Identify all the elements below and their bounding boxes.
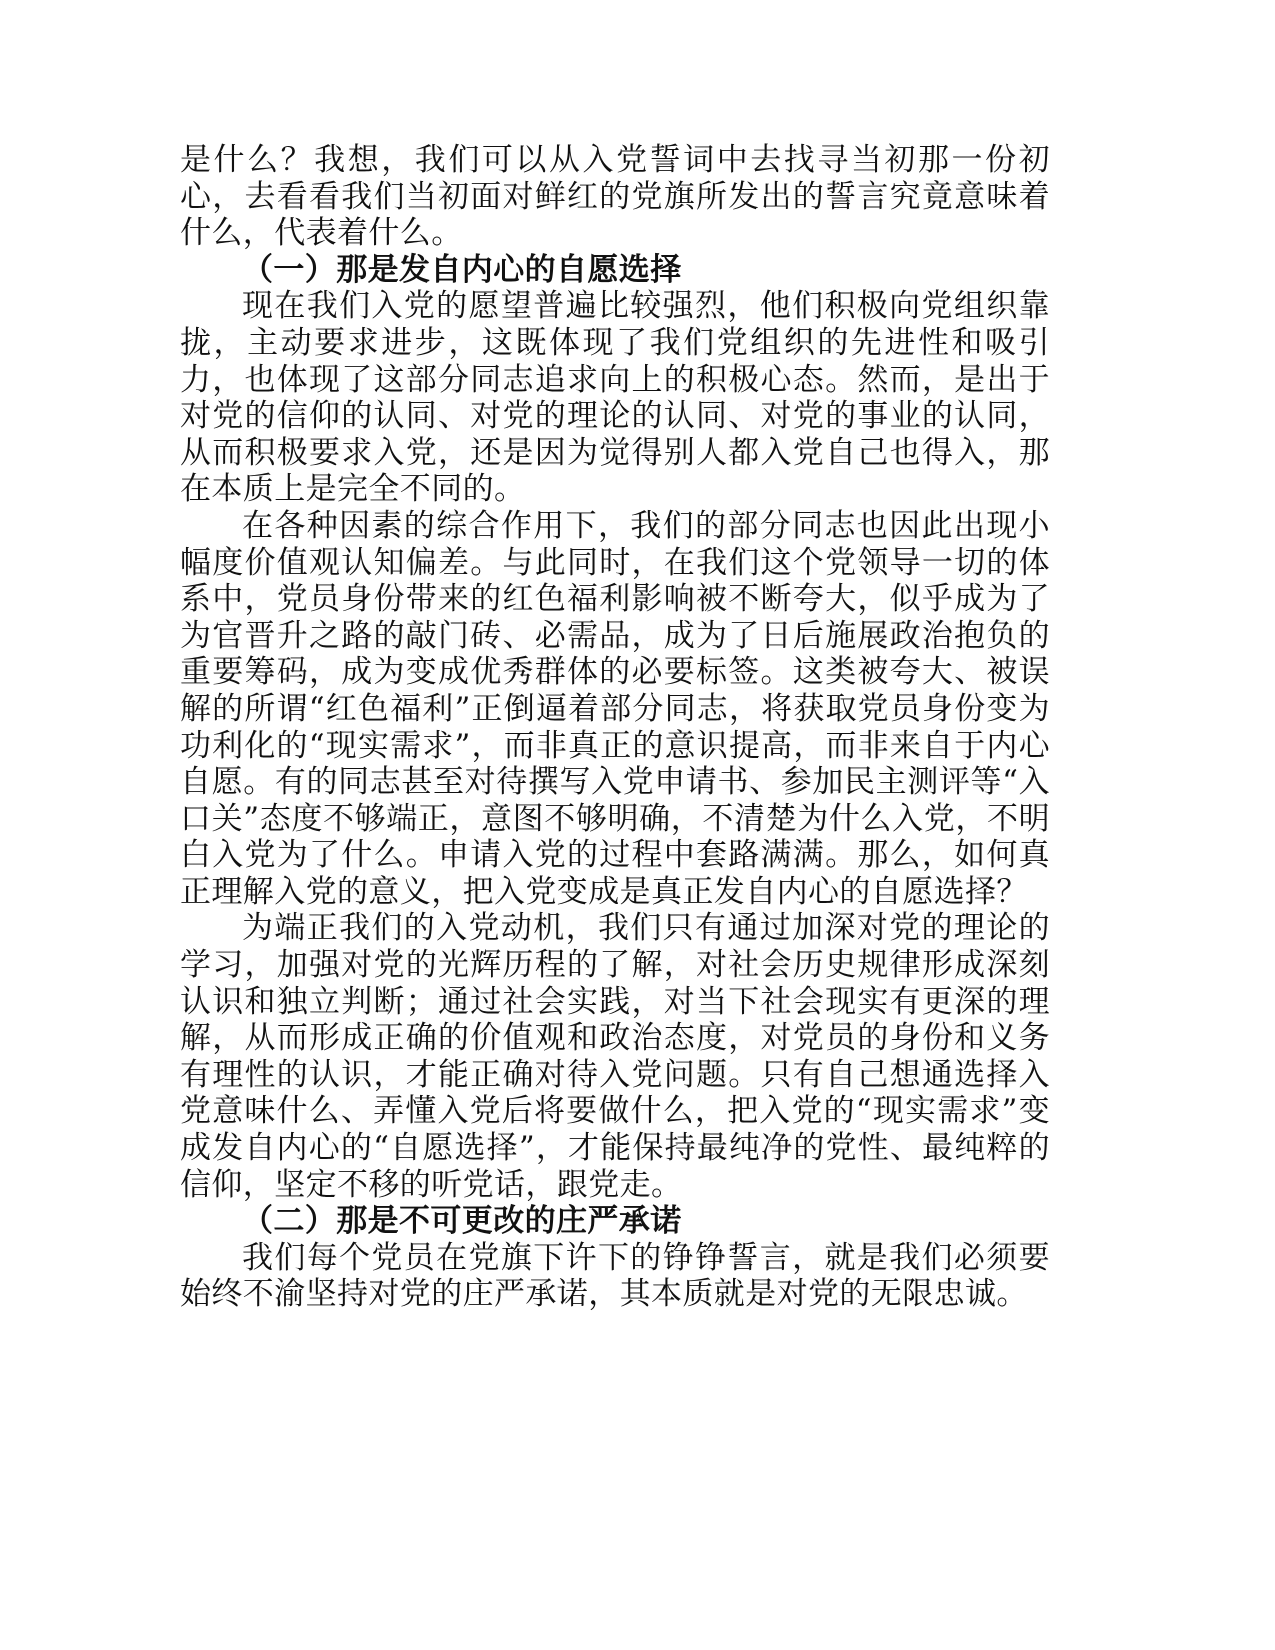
paragraph-solemn-promise: 我们每个党员在党旗下许下的铮铮誓言，就是我们必须要始终不渝坚持对党的庄严承诺，其本质就是对党的无限忠诚。: [180, 1239, 1050, 1313]
section-heading-two: （二）那是不可更改的庄严承诺: [242, 1203, 682, 1240]
paragraph-intro: 是什么？我想，我们可以从入党誓词中去找寻当初那一份初心，去看看我们当初面对鲜红的党旗所发出的誓言究竟意味着什么，代表着什么。: [180, 142, 1050, 252]
paragraph-aspiration: 现在我们入党的愿望普遍比较强烈，他们积极向党组织靠拢，主动要求进步，这既体现了我们党组织的先进性和吸引力，也体现了这部分同志追求向上的积极心态。然而，是出于对党的信仰的认同、对党的理论的认同、对党的事业的认同，从而积极要求入党，还是因为觉得别人都入党自己也得入，那在本质上是完全不同的。: [180, 288, 1050, 508]
paragraph-correct-motivation: 为端正我们的入党动机，我们只有通过加深对党的理论的学习，加强对党的光辉历程的了解，对社会历史规律形成深刻认识和独立判断；通过社会实践，对当下社会现实有更深的理解，从而形成正确的价值观和政治态度，对党员的身份和义务有理性的认识，才能正确对待入党问题。只有自己想通选择入党意味什么、弄懂入党后将要做什么，把入党的“现实需求”变成发自内心的“自愿选择”，才能保持最纯净的党性、最纯粹的信仰，坚定不移的听党话，跟党走。: [180, 910, 1050, 1203]
section-heading-one: （一）那是发自内心的自愿选择: [242, 251, 682, 288]
document-page: [180, 142, 1050, 1313]
paragraph-value-deviation: 在各种因素的综合作用下，我们的部分同志也因此出现小幅度价值观认知偏差。与此同时，在我们这个党领导一切的体系中，党员身份带来的红色福利影响被不断夸大，似乎成为了为官晋升之路的敲门砖、必需品，成为了日后施展政治抱负的重要筹码，成为变成优秀群体的必要标签。这类被夸大、被误解的所谓“红色福利”正倒逼着部分同志，将获取党员身份变为功利化的“现实需求”，而非真正的意识提高，而非来自于内心自愿。有的同志甚至对待撰写入党申请书、参加民主测评等“入口关”态度不够端正，意图不够明确，不清楚为什么入党，不明白入党为了什么。申请入党的过程中套路满满。那么，如何真正理解入党的意义，把入党变成是真正发自内心的自愿选择？: [180, 507, 1050, 910]
